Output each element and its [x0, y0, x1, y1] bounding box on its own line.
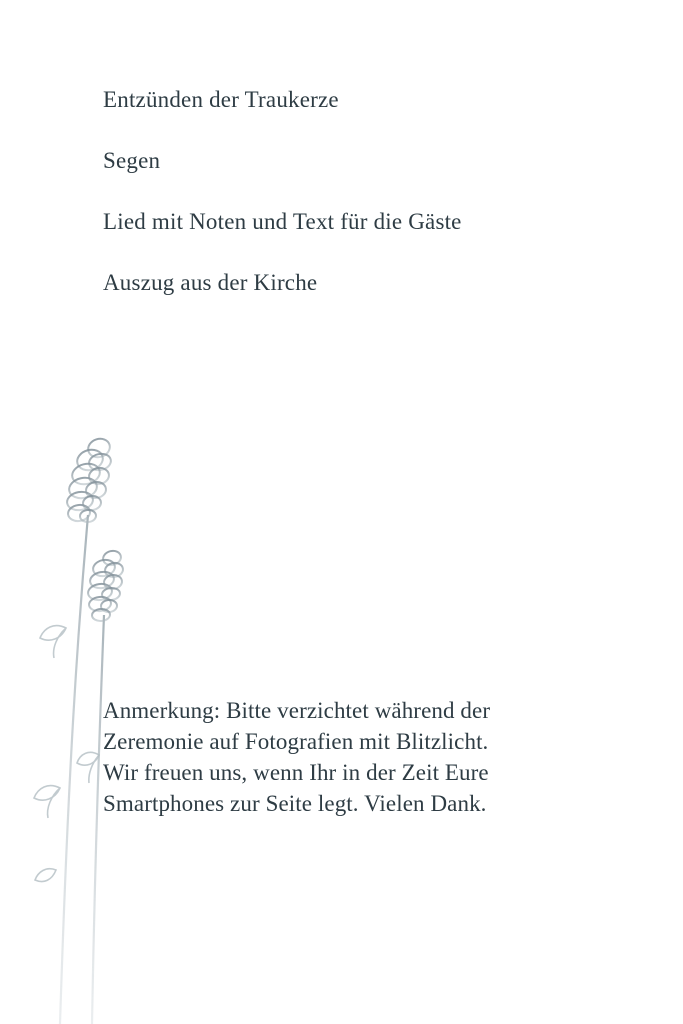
program-item: Entzünden der Traukerze [103, 87, 339, 112]
lavender-sprig-tall [34, 436, 112, 1024]
note-line: Smartphones zur Seite legt. Vielen Dank. [103, 791, 487, 816]
note-line: Anmerkung: Bitte verzichtet während der [103, 698, 491, 723]
note-line: Wir freuen uns, wenn Ihr in der Zeit Eure [103, 760, 489, 785]
program-item: Lied mit Noten und Text für die Gäste [103, 209, 462, 234]
note-line: Zeremonie auf Fotografien mit Blitzlicht. [103, 729, 489, 754]
program-item: Segen [103, 148, 161, 173]
note-block [103, 695, 573, 819]
program-list [103, 88, 623, 332]
program-item: Auszug aus der Kirche [103, 270, 318, 295]
